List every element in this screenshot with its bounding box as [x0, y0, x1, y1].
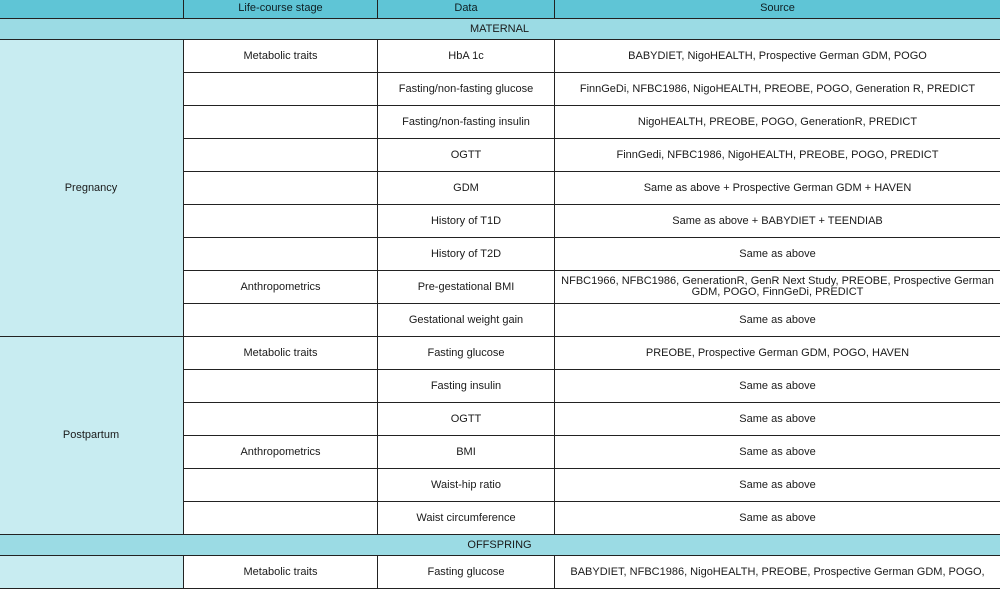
group-cell [184, 139, 378, 172]
data-cell: Gestational weight gain [378, 304, 555, 337]
source-cell: PREOBE, Prospective German GDM, POGO, HAVEN [555, 337, 1000, 370]
data-cell: BMI [378, 436, 555, 469]
stage-cell: Postpartum [0, 337, 184, 535]
group-cell [184, 205, 378, 238]
table-row [0, 556, 1000, 589]
source-cell: Same as above [555, 370, 1000, 403]
source-cell: FinnGeDi, NFBC1986, NigoHEALTH, PREOBE, POGO, Generation R, PREDICT [555, 73, 1000, 106]
data-cell: History of T2D [378, 238, 555, 271]
group-cell: Anthropometrics [184, 271, 378, 304]
section-offspring: OFFSPRING [0, 535, 1000, 556]
group-cell [184, 304, 378, 337]
source-cell: Same as above [555, 469, 1000, 502]
source-cell: Same as above [555, 304, 1000, 337]
stage-cell [0, 556, 184, 589]
group-cell: Metabolic traits [184, 556, 378, 589]
data-cell: HbA 1c [378, 40, 555, 73]
offspring-rows [0, 556, 1000, 589]
postpartum-rows [0, 337, 1000, 535]
header-empty [0, 0, 184, 19]
data-cell: GDM [378, 172, 555, 205]
header-row [0, 0, 1000, 19]
data-cell: Pre-gestational BMI [378, 271, 555, 304]
source-cell: BABYDIET, NFBC1986, NigoHEALTH, PREOBE, Prospective German GDM, POGO, [555, 556, 1000, 589]
data-cell: History of T1D [378, 205, 555, 238]
header-source: Source [555, 0, 1000, 19]
table-row [0, 337, 1000, 370]
source-cell: NFBC1966, NFBC1986, GenerationR, GenR Next Study, PREOBE, Prospective German GDM, POGO, FinnGeDi, PREDICT [555, 271, 1000, 304]
source-cell: Same as above + BABYDIET + TEENDIAB [555, 205, 1000, 238]
section-maternal: MATERNAL [0, 19, 1000, 40]
section-row-maternal [0, 19, 1000, 40]
data-cell: OGTT [378, 403, 555, 436]
group-cell [184, 172, 378, 205]
data-cell: Waist-hip ratio [378, 469, 555, 502]
group-cell: Metabolic traits [184, 40, 378, 73]
header-data: Data [378, 0, 555, 19]
data-cell: Fasting/non-fasting glucose [378, 73, 555, 106]
group-cell [184, 106, 378, 139]
table-row [0, 40, 1000, 73]
data-cell: Fasting insulin [378, 370, 555, 403]
source-cell: Same as above [555, 403, 1000, 436]
group-cell [184, 238, 378, 271]
group-cell [184, 370, 378, 403]
data-cell: Waist circumference [378, 502, 555, 535]
source-cell: Same as above [555, 502, 1000, 535]
source-cell: Same as above [555, 436, 1000, 469]
source-cell: FinnGedi, NFBC1986, NigoHEALTH, PREOBE, POGO, PREDICT [555, 139, 1000, 172]
group-cell: Anthropometrics [184, 436, 378, 469]
data-cell: Fasting glucose [378, 337, 555, 370]
header-life-course-stage: Life-course stage [184, 0, 378, 19]
pregnancy-rows [0, 40, 1000, 337]
data-cell: OGTT [378, 139, 555, 172]
source-cell: BABYDIET, NigoHEALTH, Prospective German GDM, POGO [555, 40, 1000, 73]
data-cell: Fasting glucose [378, 556, 555, 589]
data-cell: Fasting/non-fasting insulin [378, 106, 555, 139]
source-cell: Same as above + Prospective German GDM + HAVEN [555, 172, 1000, 205]
section-row-offspring [0, 535, 1000, 556]
group-cell: Metabolic traits [184, 337, 378, 370]
source-cell: Same as above [555, 238, 1000, 271]
group-cell [184, 73, 378, 106]
stage-cell: Pregnancy [0, 40, 184, 337]
group-cell [184, 502, 378, 535]
group-cell [184, 403, 378, 436]
source-cell: NigoHEALTH, PREOBE, POGO, GenerationR, PREDICT [555, 106, 1000, 139]
group-cell [184, 469, 378, 502]
